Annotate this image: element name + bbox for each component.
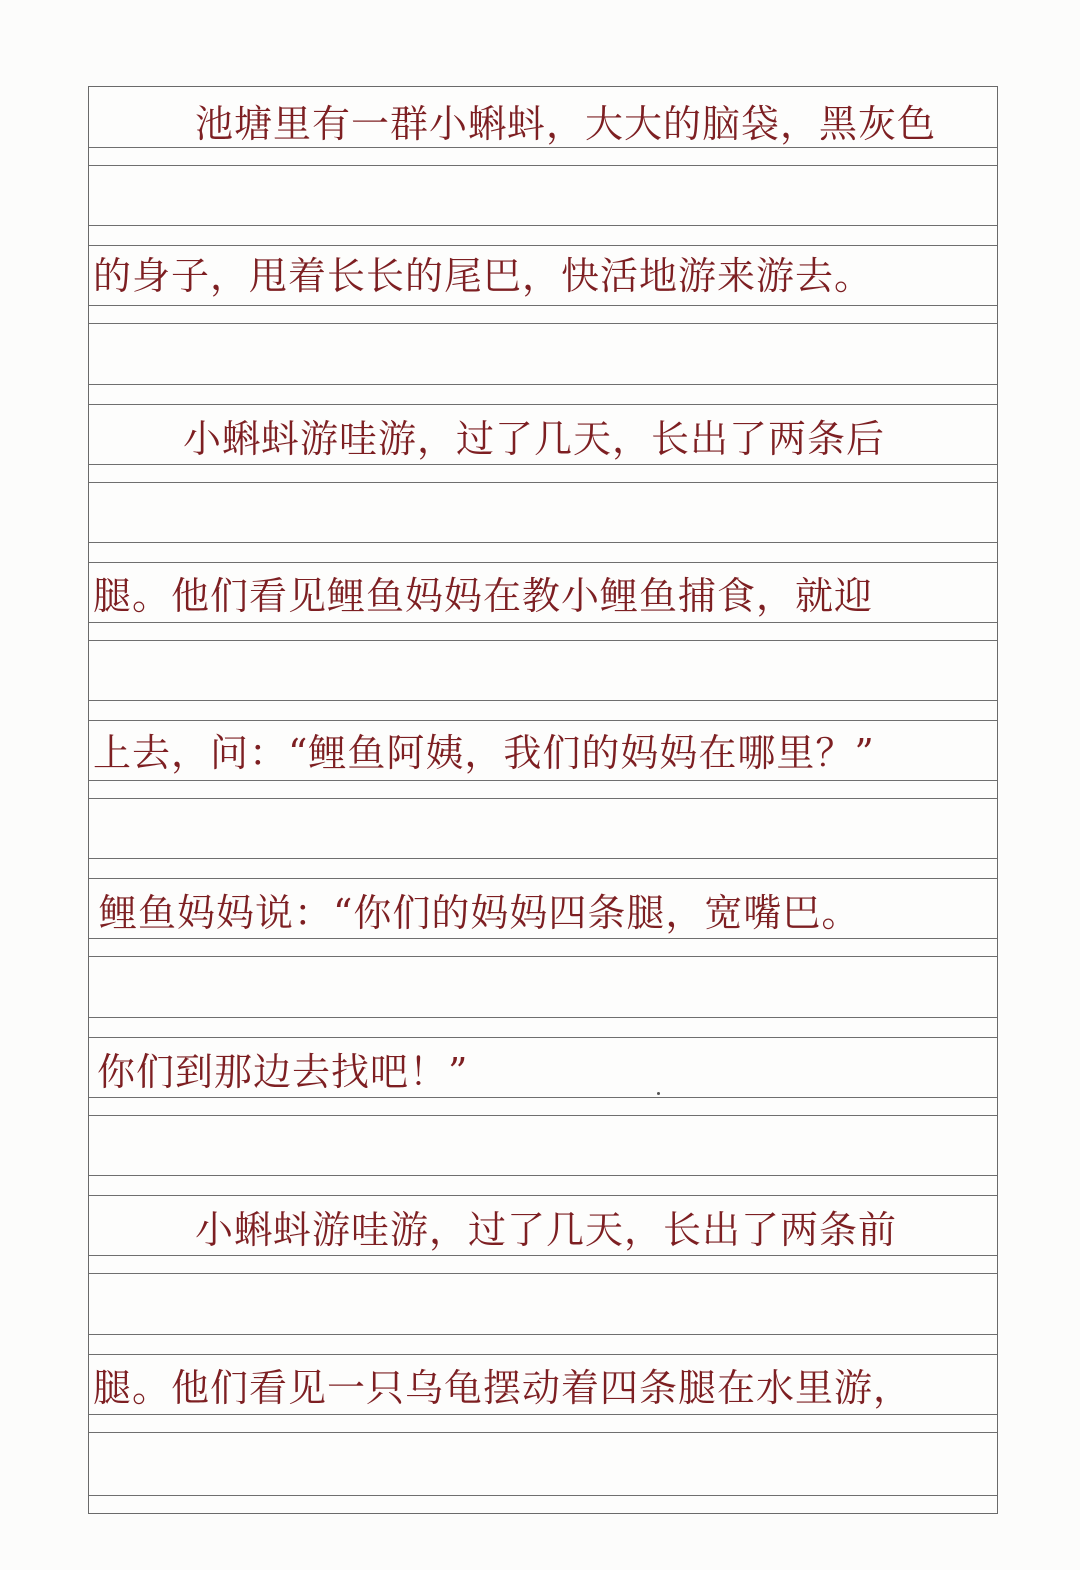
ruled-line bbox=[89, 938, 997, 939]
text-line-5: 上去，问：“鲤鱼阿姨，我们的妈妈在哪里？” bbox=[93, 730, 875, 775]
text-line-7: 你们到那边去找吧！” bbox=[97, 1049, 469, 1094]
ruled-line bbox=[89, 1354, 997, 1355]
ruled-line bbox=[89, 858, 997, 859]
ruled-line bbox=[89, 1334, 997, 1335]
ruled-line bbox=[89, 798, 997, 799]
ruled-line bbox=[89, 622, 997, 623]
ruled-line bbox=[89, 1255, 997, 1256]
ruled-line bbox=[89, 1115, 997, 1116]
text-line-1: 池塘里有一群小蝌蚪，大大的脑袋，黑灰色 bbox=[195, 101, 937, 146]
ruled-line bbox=[89, 780, 997, 781]
text-line-6: 鲤鱼妈妈说：“你们的妈妈四条腿，宽嘴巴。 bbox=[99, 890, 861, 935]
text-line-4: 腿。他们看见鲤鱼妈妈在教小鲤鱼捕食，就迎 bbox=[93, 573, 874, 618]
ruled-line bbox=[89, 225, 997, 226]
ruled-line bbox=[89, 1432, 997, 1433]
ink-dot bbox=[657, 1092, 660, 1095]
ruled-line bbox=[89, 1175, 997, 1176]
text-line-2: 的身子，甩着长长的尾巴，快活地游来游去。 bbox=[93, 253, 874, 298]
ruled-line bbox=[89, 1017, 997, 1018]
text-line-8: 小蝌蚪游哇游，过了几天，长出了两条前 bbox=[195, 1207, 898, 1252]
ruled-line bbox=[89, 640, 997, 641]
text-line-9: 腿。他们看见一只乌龟摆动着四条腿在水里游， bbox=[93, 1365, 913, 1410]
ruled-line bbox=[89, 384, 997, 385]
ruled-line bbox=[89, 464, 997, 465]
ruled-line bbox=[89, 323, 997, 324]
ruled-line bbox=[89, 305, 997, 306]
ruled-line bbox=[89, 1414, 997, 1415]
ruled-line bbox=[89, 1273, 997, 1274]
ruled-line bbox=[89, 404, 997, 405]
lined-paper-sheet bbox=[88, 86, 998, 1514]
ruled-line bbox=[89, 1195, 997, 1196]
ruled-line bbox=[89, 700, 997, 701]
ruled-line bbox=[89, 878, 997, 879]
ruled-line bbox=[89, 542, 997, 543]
ruled-line bbox=[89, 482, 997, 483]
ruled-line bbox=[89, 1495, 997, 1496]
ruled-line bbox=[89, 1097, 997, 1098]
ruled-line bbox=[89, 1037, 997, 1038]
ruled-line bbox=[89, 956, 997, 957]
text-line-3: 小蝌蚪游哇游，过了几天，长出了两条后 bbox=[183, 416, 886, 461]
ruled-line bbox=[89, 165, 997, 166]
ruled-line bbox=[89, 562, 997, 563]
